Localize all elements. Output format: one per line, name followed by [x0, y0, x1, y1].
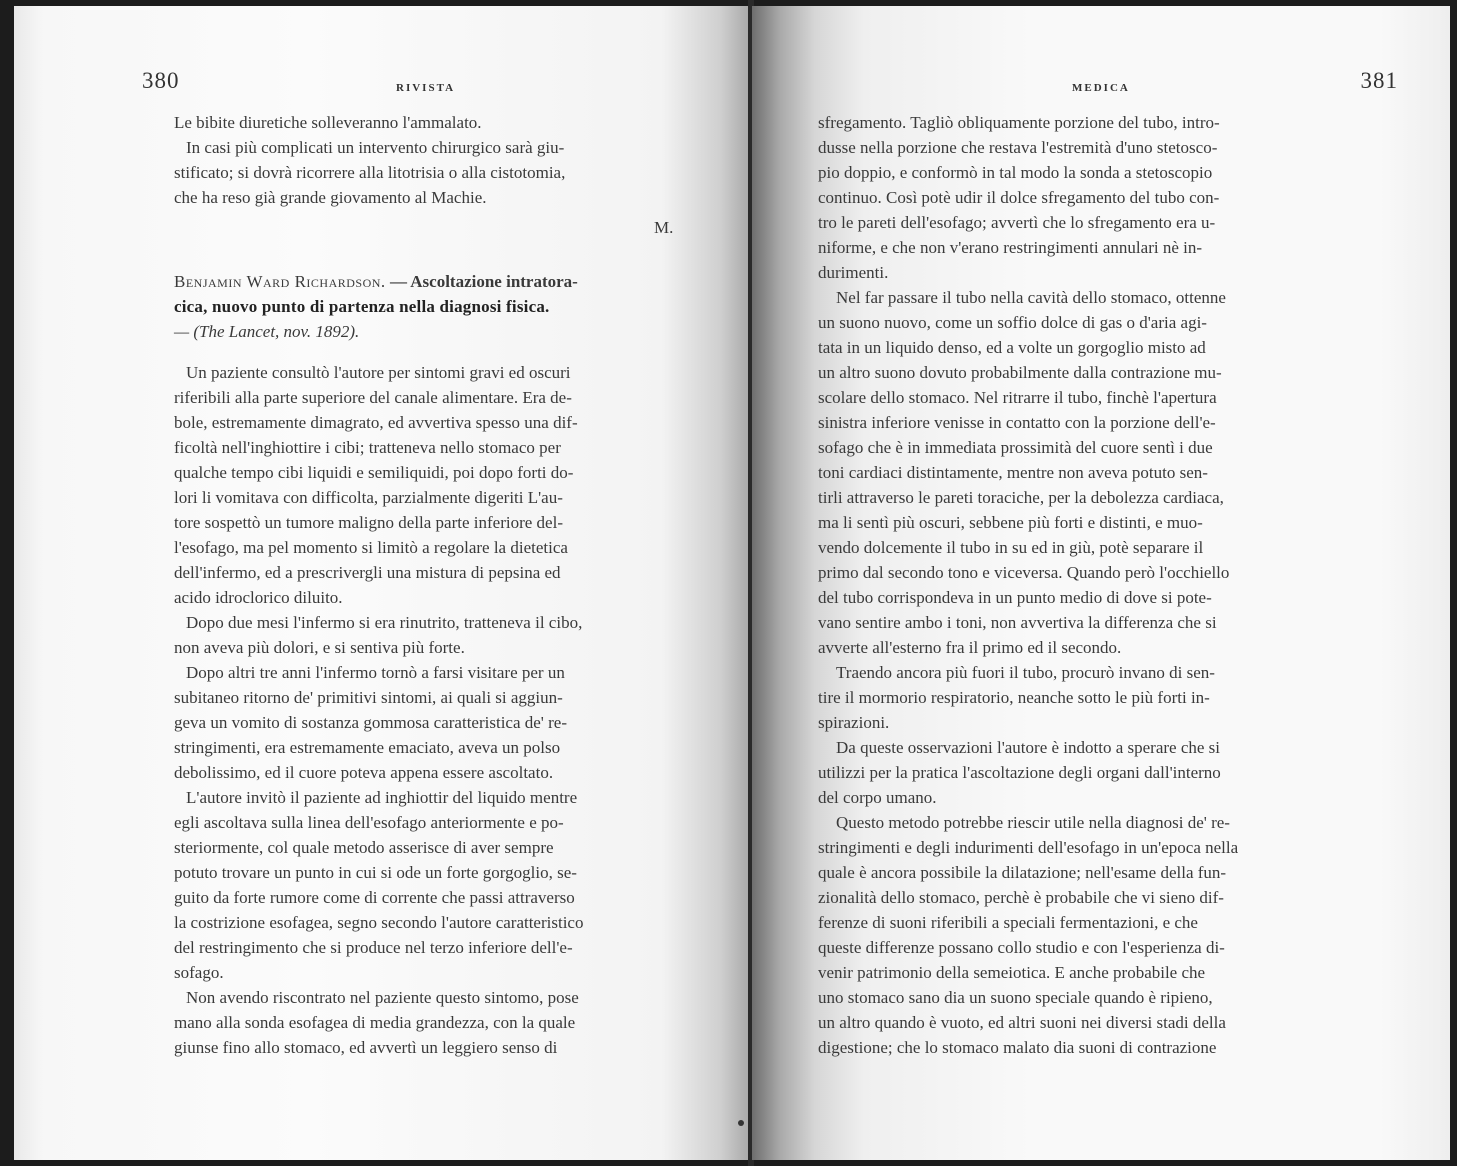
text-line: stringimenti, era estremamente emaciato, aveva un polso — [174, 738, 561, 757]
text-line: Traendo ancora più fuori il tubo, procurò invano di sen- — [836, 663, 1215, 682]
left-page-number: 380 — [142, 68, 180, 93]
left-head-title: RIVISTA — [396, 82, 456, 94]
text-line: dusse nella porzione che restava l'estremità d'uno stetosco- — [818, 138, 1218, 157]
text-line: Da queste osservazioni l'autore è indotto a sperare che si — [836, 738, 1221, 757]
text-line: spirazioni. — [818, 713, 890, 732]
article-title-part-2: cica, nuovo punto di partenza nella diagnosi fisica. — [174, 297, 550, 316]
left-page — [14, 6, 750, 1160]
text-line: che ha reso già grande giovamento al Machie. — [174, 188, 487, 207]
text-line: Le bibite diuretiche solleveranno l'ammalato. — [174, 113, 482, 132]
text-line: guito da forte rumore come di corrente che passi attraverso — [174, 888, 575, 907]
text-line: subitaneo ritorno de' primitivi sintomi, ai quali si aggiun- — [174, 688, 563, 707]
right-page — [752, 6, 1450, 1160]
text-line: vendo dolcemente il tubo in su ed in giù, potè separare il — [818, 538, 1204, 557]
text-line: la costrizione esofagea, segno secondo l'autore caratteristico — [174, 913, 584, 932]
text-line: potuto trovare un punto in cui si ode un forte gorgoglio, se- — [174, 863, 577, 882]
text-line: Dopo altri tre anni l'infermo tornò a farsi visitare per un — [186, 663, 565, 682]
text-line: lori li vomitava con difficolta, parzialmente digeriti L'au- — [174, 488, 563, 507]
text-line: steriormente, col quale metodo asserisce di aver sempre — [174, 838, 554, 857]
text-line: pio doppio, e conformò in tal modo la sonda a stetoscopio — [818, 163, 1213, 182]
text-line: scolare dello stomaco. Nel ritrarre il tubo, finchè l'apertura — [818, 388, 1217, 407]
text-line: tro le pareti dell'esofago; avvertì che lo sfregamento era u- — [818, 213, 1216, 232]
text-line: quale è ancora possibile la dilatazione; nell'esame della fun- — [818, 863, 1227, 882]
text-line: L'autore invitò il paziente ad inghiottir del liquido mentre — [186, 788, 578, 807]
text-line: tata in un liquido denso, ed a volte un gorgoglio misto ad — [818, 338, 1206, 357]
text-line: In casi più complicati un intervento chirurgico sarà giu- — [186, 138, 565, 157]
binding-mark — [738, 1120, 744, 1126]
article-author: Benjamin Ward Richardson. — [174, 272, 386, 291]
text-line: del corpo umano. — [818, 788, 937, 807]
article-title-part-1: — Ascoltazione intratora- — [389, 272, 578, 291]
left-running-head — [14, 68, 750, 102]
text-line: uno stomaco sano dia un suono speciale quando è ripieno, — [818, 988, 1213, 1007]
text-line: digestione; che lo stomaco malato dia suoni di contrazione — [818, 1038, 1217, 1057]
article-citation: — (The Lancet, nov. 1892). — [174, 322, 360, 341]
text-line: giunse fino allo stomaco, ed avvertì un leggiero senso di — [174, 1038, 558, 1057]
text-line: ma li sentì più oscuri, sebbene più forti e distinti, e muo- — [818, 513, 1203, 532]
text-line: sofago. — [174, 963, 224, 982]
right-head-title: MEDICA — [1072, 82, 1130, 94]
text-line: Un paziente consultò l'autore per sintomi gravi ed oscuri — [186, 363, 571, 382]
text-line: primo dal secondo tono e viceversa. Quando però l'occhiello — [818, 563, 1230, 582]
text-line: queste differenze possano collo studio e con l'esperienza di- — [818, 938, 1225, 957]
text-line: del tubo corrispondeva in un punto medio di dove si pote- — [818, 588, 1212, 607]
text-line: sfregamento. Tagliò obliquamente porzione del tubo, intro- — [818, 113, 1220, 132]
text-line: sinistra inferiore venisse in contatto con la porzione dell'e- — [818, 413, 1216, 432]
text-line: bole, estremamente dimagrato, ed avvertiva spesso una dif- — [174, 413, 578, 432]
text-line: durimenti. — [818, 263, 889, 282]
text-line: riferibili alla parte superiore del canale alimentare. Era de- — [174, 388, 572, 407]
right-page-number: 381 — [1360, 68, 1398, 93]
article-heading-line-1 — [174, 271, 578, 293]
text-line: niforme, e che non v'erano restringimenti annulari nè in- — [818, 238, 1203, 257]
text-line: stringimenti e degli indurimenti dell'esofago in un'epoca nella — [818, 838, 1239, 857]
text-line: stificato; si dovrà ricorrere alla litotrisia o alla cistotomia, — [174, 163, 566, 182]
text-line: sofago che è in immediata prossimità del cuore sentì i due — [818, 438, 1213, 457]
text-line: venir patrimonio della semeiotica. E anche probabile che — [818, 963, 1206, 982]
text-line: del restringimento che si produce nel terzo inferiore dell'e- — [174, 938, 573, 957]
right-running-head — [752, 68, 1450, 102]
text-line: acido idroclorico diluito. — [174, 588, 343, 607]
text-line: continuo. Così potè udir il dolce sfregamento del tubo con- — [818, 188, 1220, 207]
text-line: ficoltà nell'inghiottire i cibi; tratteneva nello stomaco per — [174, 438, 561, 457]
text-line: toni cardiaci distintamente, mentre non aveva potuto sen- — [818, 463, 1208, 482]
text-line: tire il mormorio respiratorio, neanche sotto le più forti in- — [818, 688, 1210, 707]
text-line: egli ascoltava sulla linea dell'esofago anteriormente e po- — [174, 813, 564, 832]
text-line: tore sospettò un tumore maligno della parte inferiore del- — [174, 513, 563, 532]
text-line: Nel far passare il tubo nella cavità dello stomaco, ottenne — [836, 288, 1226, 307]
text-line: tirli attraverso le pareti toraciche, per la debolezza cardiaca, — [818, 488, 1224, 507]
text-line: dell'infermo, ed a prescrivergli una mistura di pepsina ed — [174, 563, 561, 582]
text-line: l'esofago, ma pel momento si limitò a regolare la dietetica — [174, 538, 568, 557]
text-line: un suono nuovo, come un soffio dolce di gas o d'aria agi- — [818, 313, 1207, 332]
text-line: utilizzi per la pratica l'ascoltazione degli organi dall'interno — [818, 763, 1221, 782]
text-line: geva un vomito di sostanza gommosa caratteristica de' re- — [174, 713, 567, 732]
text-line: Questo metodo potrebbe riescir utile nella diagnosi de' re- — [836, 813, 1230, 832]
text-line: zionalità dello stomaco, perchè è probabile che vi sieno dif- — [818, 888, 1224, 907]
text-line: Non avendo riscontrato nel paziente questo sintomo, pose — [186, 988, 579, 1007]
text-line: ferenze di suoni riferibili a speciali fermentazioni, e che — [818, 913, 1198, 932]
text-line: avverte all'esterno fra il primo ed il secondo. — [818, 638, 1122, 657]
text-line: mano alla sonda esofagea di media grandezza, con la quale — [174, 1013, 576, 1032]
text-line: debolissimo, ed il cuore poteva appena essere ascoltato. — [174, 763, 554, 782]
text-line: un altro quando è vuoto, ed altri suoni nei diversi stadi della — [818, 1013, 1226, 1032]
text-line: vano sentire ambo i toni, non avvertiva la differenza che si — [818, 613, 1217, 632]
text-line: Dopo due mesi l'infermo si era rinutrito, tratteneva il cibo, — [186, 613, 583, 632]
text-line: non aveva più dolori, e si sentiva più forte. — [174, 638, 465, 657]
text-line: qualche tempo cibi liquidi e semiliquidi, poi dopo forti do- — [174, 463, 574, 482]
text-line: un altro suono dovuto probabilmente dalla contrazione mu- — [818, 363, 1222, 382]
signature: M. — [654, 218, 674, 237]
